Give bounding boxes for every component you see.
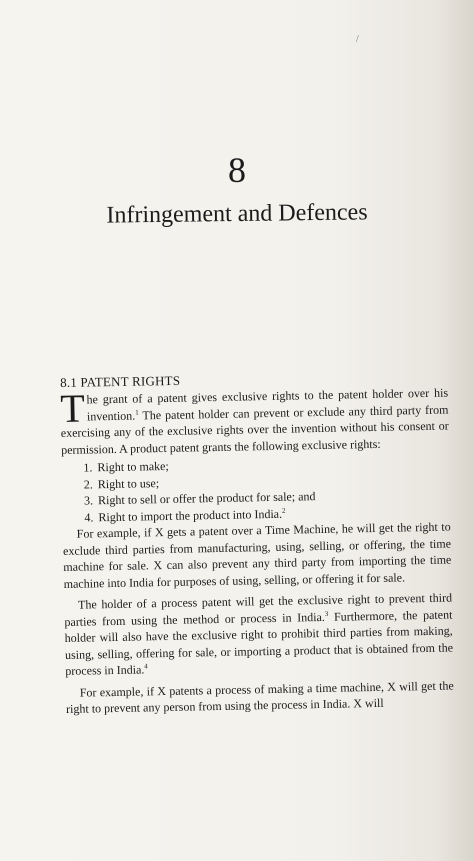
paragraph-1	[60, 385, 449, 458]
chapter-title: Infringement and Defences	[106, 199, 368, 229]
paragraph-2: For example, if X gets a patent over a Time Machine, he will get the right to exclude third parties from manufacturing, using, selling, or offering, the time machine for sale. X can also prevent any third party from importing the time machine into India for purposes of using, selling, or offering it for sale.	[62, 519, 452, 591]
list-item: 3. Right to sell or offer the product for sale; and	[96, 486, 450, 509]
paragraph-1-text-cont: The patent holder can prevent or exclude any third party from exercising any of the exclusive rights over the invention without his consent or permission. A product patent grants the following exclusive rights:	[60, 402, 449, 457]
list-item: 4. Right to import the product into India.$^2$	[96, 502, 450, 525]
list-item: 1. Right to make;	[95, 453, 449, 476]
chapter-number: 8	[228, 150, 246, 190]
footnote-ref-3: 3	[324, 609, 329, 618]
paragraph-3-text: The holder of a process patent will get the exclusive right to prevent third parties from using the method or process in India.	[64, 590, 453, 629]
rights-list	[61, 453, 450, 526]
paragraph-4: For example, if X patents a process of making a time machine, X will get the right to prevent any person from using the process in India. X will	[65, 677, 454, 716]
body-text	[60, 385, 454, 718]
drop-cap: T	[59, 385, 86, 431]
paragraph-1-text: he grant of a patent gives exclusive rights to the patent holder over his invention.	[86, 385, 449, 423]
list-item: 2. Right to use;	[96, 469, 450, 492]
paragraph-3-text-cont: Furthermore, the patent holder will also have the exclusive right to prohibit third parties from making, using, selling, offering for sale, or importing a product that is obtained from the process in India.	[64, 607, 454, 678]
paragraph-3	[64, 590, 454, 680]
footnote-ref-4: 4	[144, 662, 148, 671]
section-heading: 8.1 PATENT RIGHTS	[60, 372, 181, 390]
footnote-ref-1: 1	[135, 407, 139, 417]
footnote-ref-2: 2	[281, 506, 286, 515]
page-mark: /	[356, 34, 359, 45]
